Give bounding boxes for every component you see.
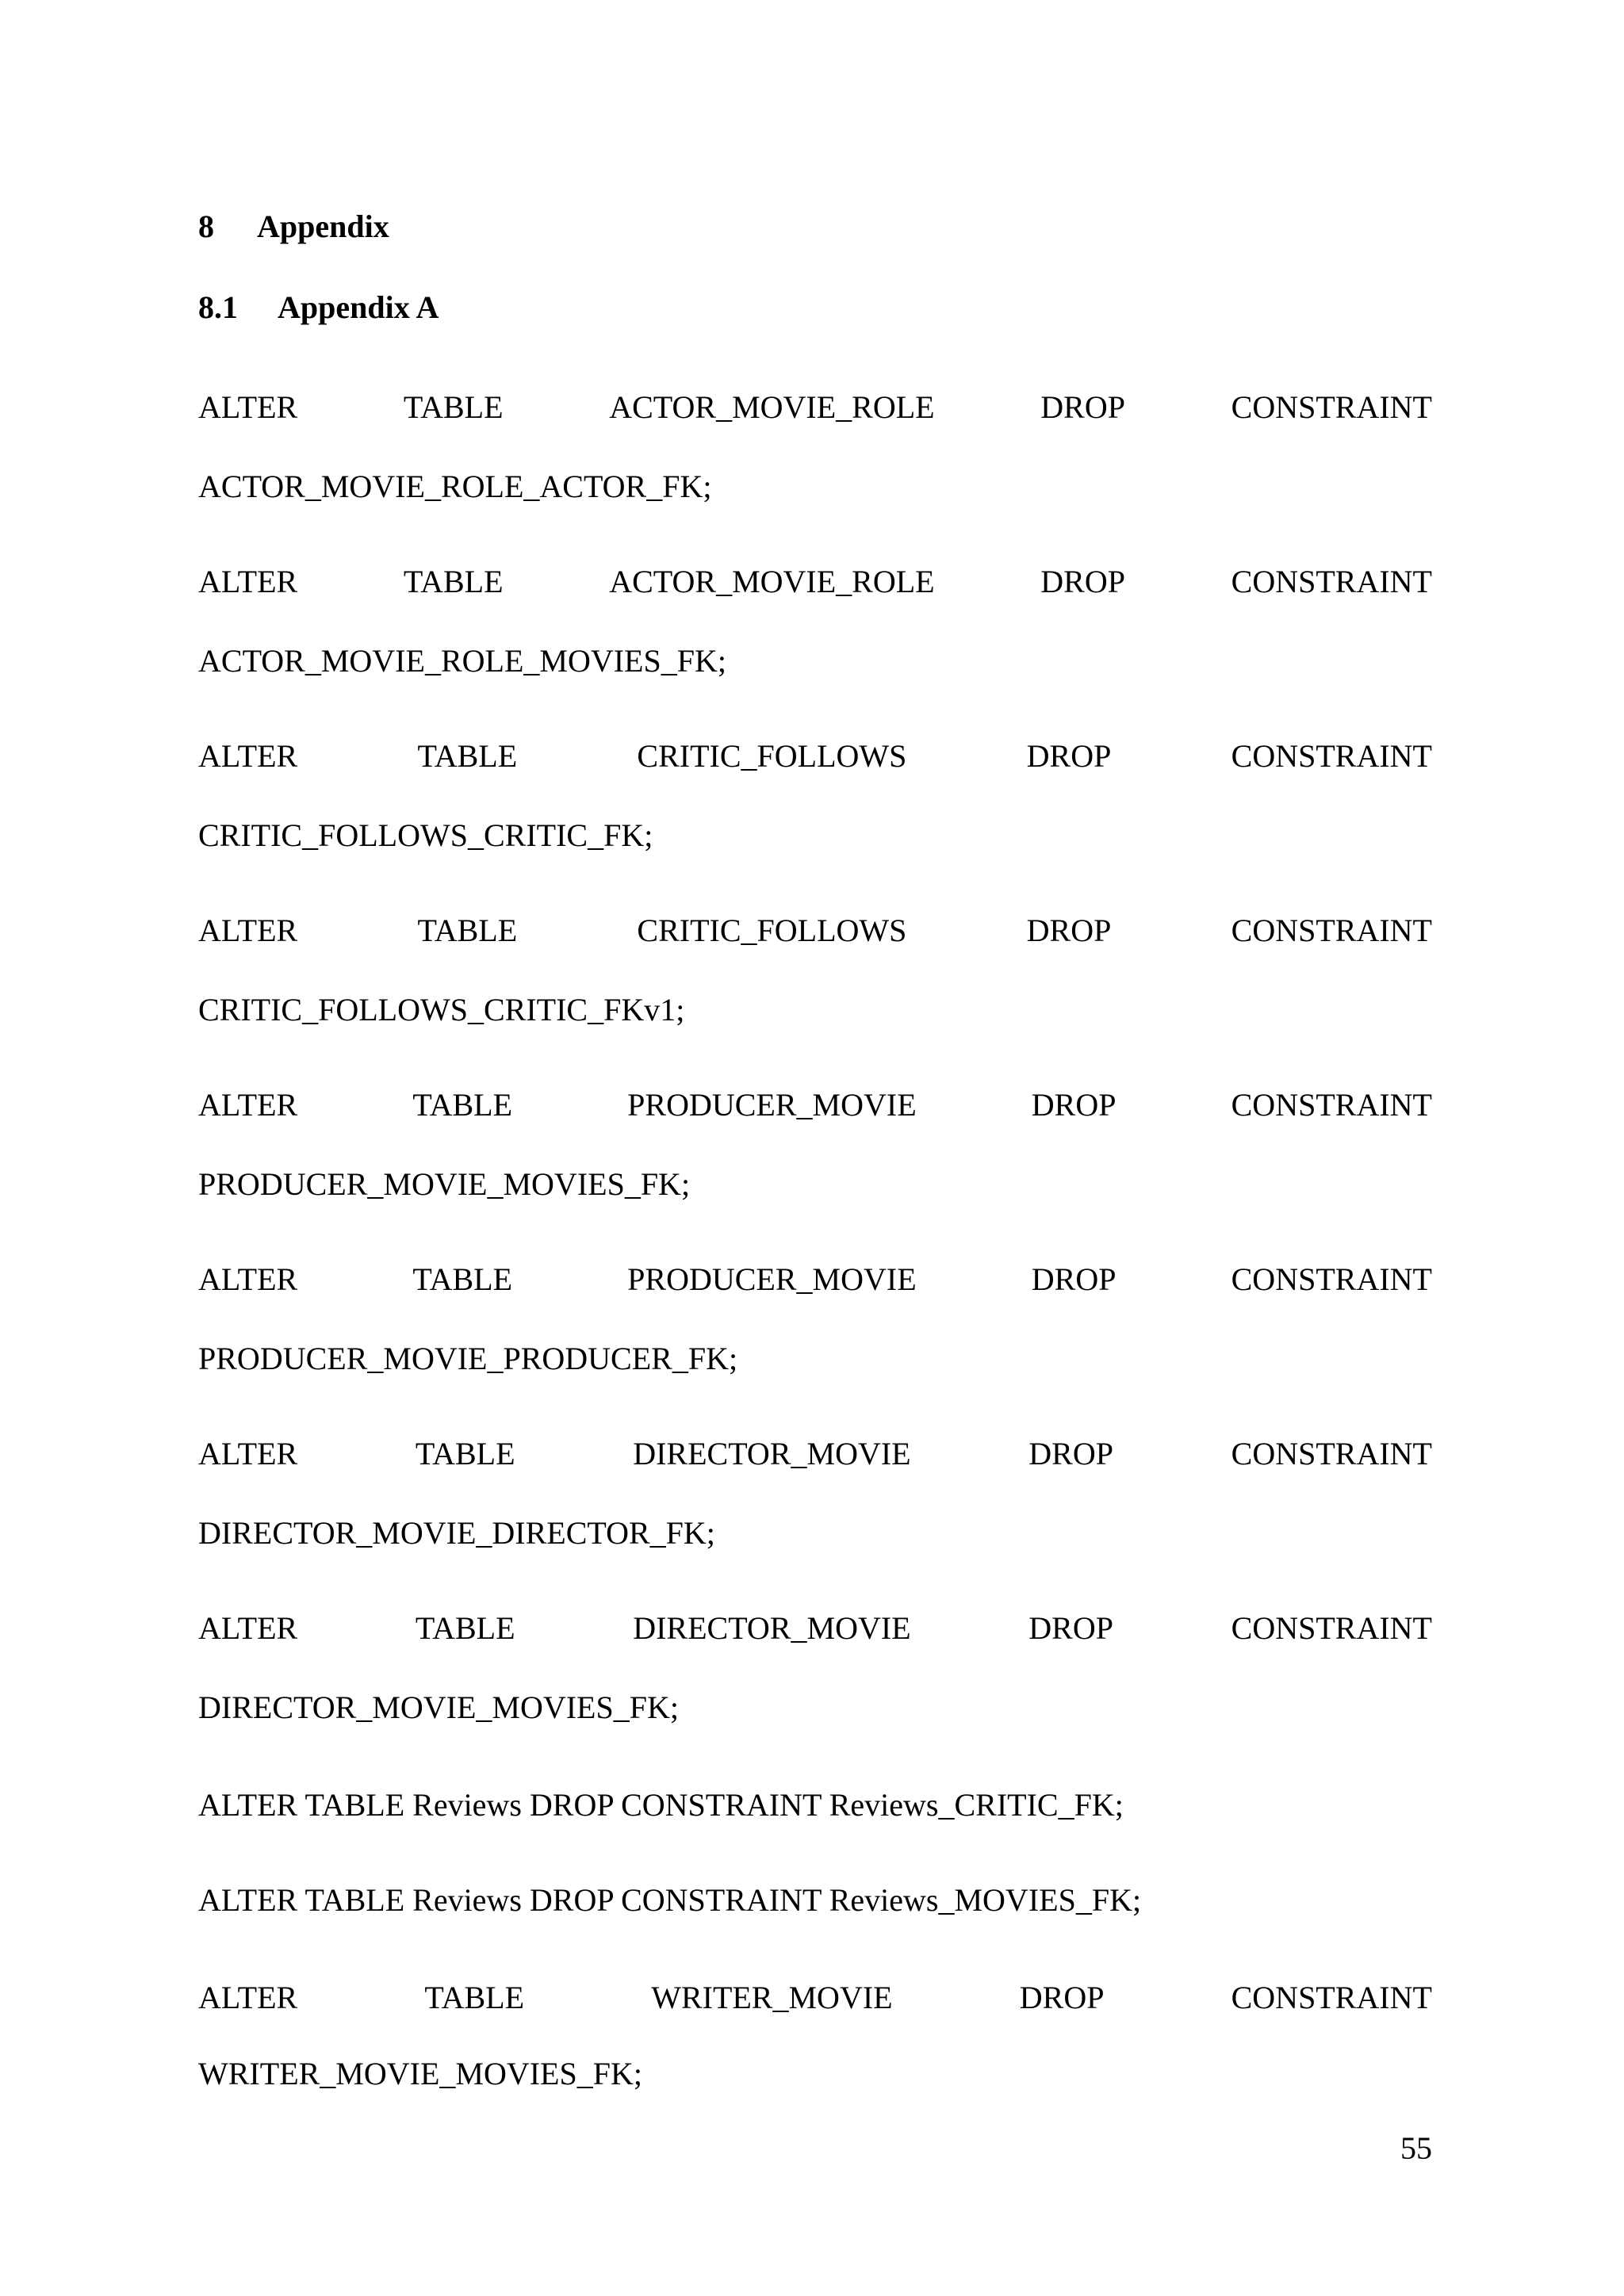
sql-constraint-name: CRITIC_FOLLOWS_CRITIC_FK;: [198, 817, 653, 853]
sql-keyword: TABLE: [415, 1610, 515, 1646]
sql-keyword: DIRECTOR_MOVIE: [633, 1610, 911, 1646]
sql-keyword: TABLE: [403, 389, 504, 425]
sql-keyword: ALTER: [198, 1610, 298, 1646]
section-number: 8: [198, 209, 214, 244]
sql-statement-line: ALTER TABLE Reviews DROP CONSTRAINT Reviews_MOVIES_FK;: [198, 1882, 1142, 1918]
sql-constraint-name: ACTOR_MOVIE_ROLE_MOVIES_FK;: [198, 643, 726, 679]
sql-keyword: WRITER_MOVIE: [651, 1980, 893, 2015]
sql-constraint-name: ACTOR_MOVIE_ROLE_ACTOR_FK;: [198, 469, 712, 504]
sql-keyword: TABLE: [415, 1436, 515, 1471]
sql-keyword: DIRECTOR_MOVIE: [633, 1436, 911, 1471]
sql-keyword: ALTER: [198, 389, 298, 425]
sql-keyword: DROP: [1031, 1087, 1116, 1123]
sql-keyword: ALTER: [198, 1436, 298, 1471]
sql-keyword: TABLE: [417, 738, 518, 774]
sql-keyword: ACTOR_MOVIE_ROLE: [609, 564, 935, 599]
sql-keyword: CONSTRAINT: [1231, 1610, 1432, 1646]
sql-keyword: DROP: [1028, 1610, 1113, 1646]
sql-keyword: TABLE: [424, 1980, 525, 2015]
sql-keyword: CONSTRAINT: [1231, 1087, 1432, 1123]
sql-keyword: TABLE: [412, 1261, 513, 1297]
sql-keyword: TABLE: [403, 564, 504, 599]
sql-statement-line: [198, 737, 1432, 775]
sql-statement-line: [198, 1609, 1432, 1647]
sql-constraint-name: DIRECTOR_MOVIE_DIRECTOR_FK;: [198, 1515, 715, 1551]
sql-keyword: ALTER: [198, 1980, 298, 2015]
subsection-title: Appendix A: [278, 289, 439, 325]
sql-constraint-name: PRODUCER_MOVIE_MOVIES_FK;: [198, 1166, 691, 1202]
sql-keyword: DROP: [1026, 913, 1112, 948]
sql-keyword: CONSTRAINT: [1231, 389, 1432, 425]
sql-keyword: DROP: [1026, 738, 1112, 774]
sql-statement-line: [198, 1261, 1432, 1299]
sql-keyword: ALTER: [198, 564, 298, 599]
sql-constraint-name: CRITIC_FOLLOWS_CRITIC_FKv1;: [198, 992, 685, 1027]
subsection-heading: [198, 289, 439, 327]
sql-constraint-name: PRODUCER_MOVIE_PRODUCER_FK;: [198, 1341, 738, 1376]
sql-keyword: DROP: [1028, 1436, 1113, 1471]
sql-keyword: ALTER: [198, 738, 298, 774]
sql-keyword: ACTOR_MOVIE_ROLE: [609, 389, 935, 425]
sql-keyword: CRITIC_FOLLOWS: [637, 738, 907, 774]
subsection-number: 8.1: [198, 289, 238, 325]
sql-keyword: DROP: [1019, 1980, 1105, 2015]
sql-keyword: DROP: [1031, 1261, 1116, 1297]
sql-statement-line: [198, 1086, 1432, 1124]
section-title: Appendix: [257, 209, 389, 244]
sql-keyword: TABLE: [417, 913, 518, 948]
sql-constraint-name: WRITER_MOVIE_MOVIES_FK;: [198, 2056, 642, 2091]
sql-keyword: CONSTRAINT: [1231, 1436, 1432, 1471]
sql-keyword: CONSTRAINT: [1231, 1261, 1432, 1297]
sql-statement-line: [198, 388, 1432, 427]
sql-keyword: CONSTRAINT: [1231, 738, 1432, 774]
sql-statement-line: [198, 912, 1432, 950]
section-heading: [198, 208, 389, 246]
sql-keyword: PRODUCER_MOVIE: [627, 1261, 917, 1297]
sql-keyword: CONSTRAINT: [1231, 913, 1432, 948]
sql-keyword: DROP: [1040, 389, 1125, 425]
sql-keyword: ALTER: [198, 913, 298, 948]
sql-statement-line: [198, 563, 1432, 601]
sql-keyword: CONSTRAINT: [1231, 564, 1432, 599]
sql-keyword: DROP: [1040, 564, 1125, 599]
sql-constraint-name: DIRECTOR_MOVIE_MOVIES_FK;: [198, 1689, 679, 1725]
sql-statement-line: [198, 1435, 1432, 1473]
sql-statement-line: [198, 1979, 1432, 2017]
sql-keyword: PRODUCER_MOVIE: [627, 1087, 917, 1123]
sql-statement-line: ALTER TABLE Reviews DROP CONSTRAINT Reviews_CRITIC_FK;: [198, 1787, 1124, 1823]
sql-keyword: ALTER: [198, 1261, 298, 1297]
sql-keyword: CONSTRAINT: [1231, 1980, 1432, 2015]
sql-keyword: CRITIC_FOLLOWS: [637, 913, 907, 948]
sql-keyword: TABLE: [412, 1087, 513, 1123]
page-number: 55: [1400, 2130, 1432, 2166]
sql-keyword: ALTER: [198, 1087, 298, 1123]
